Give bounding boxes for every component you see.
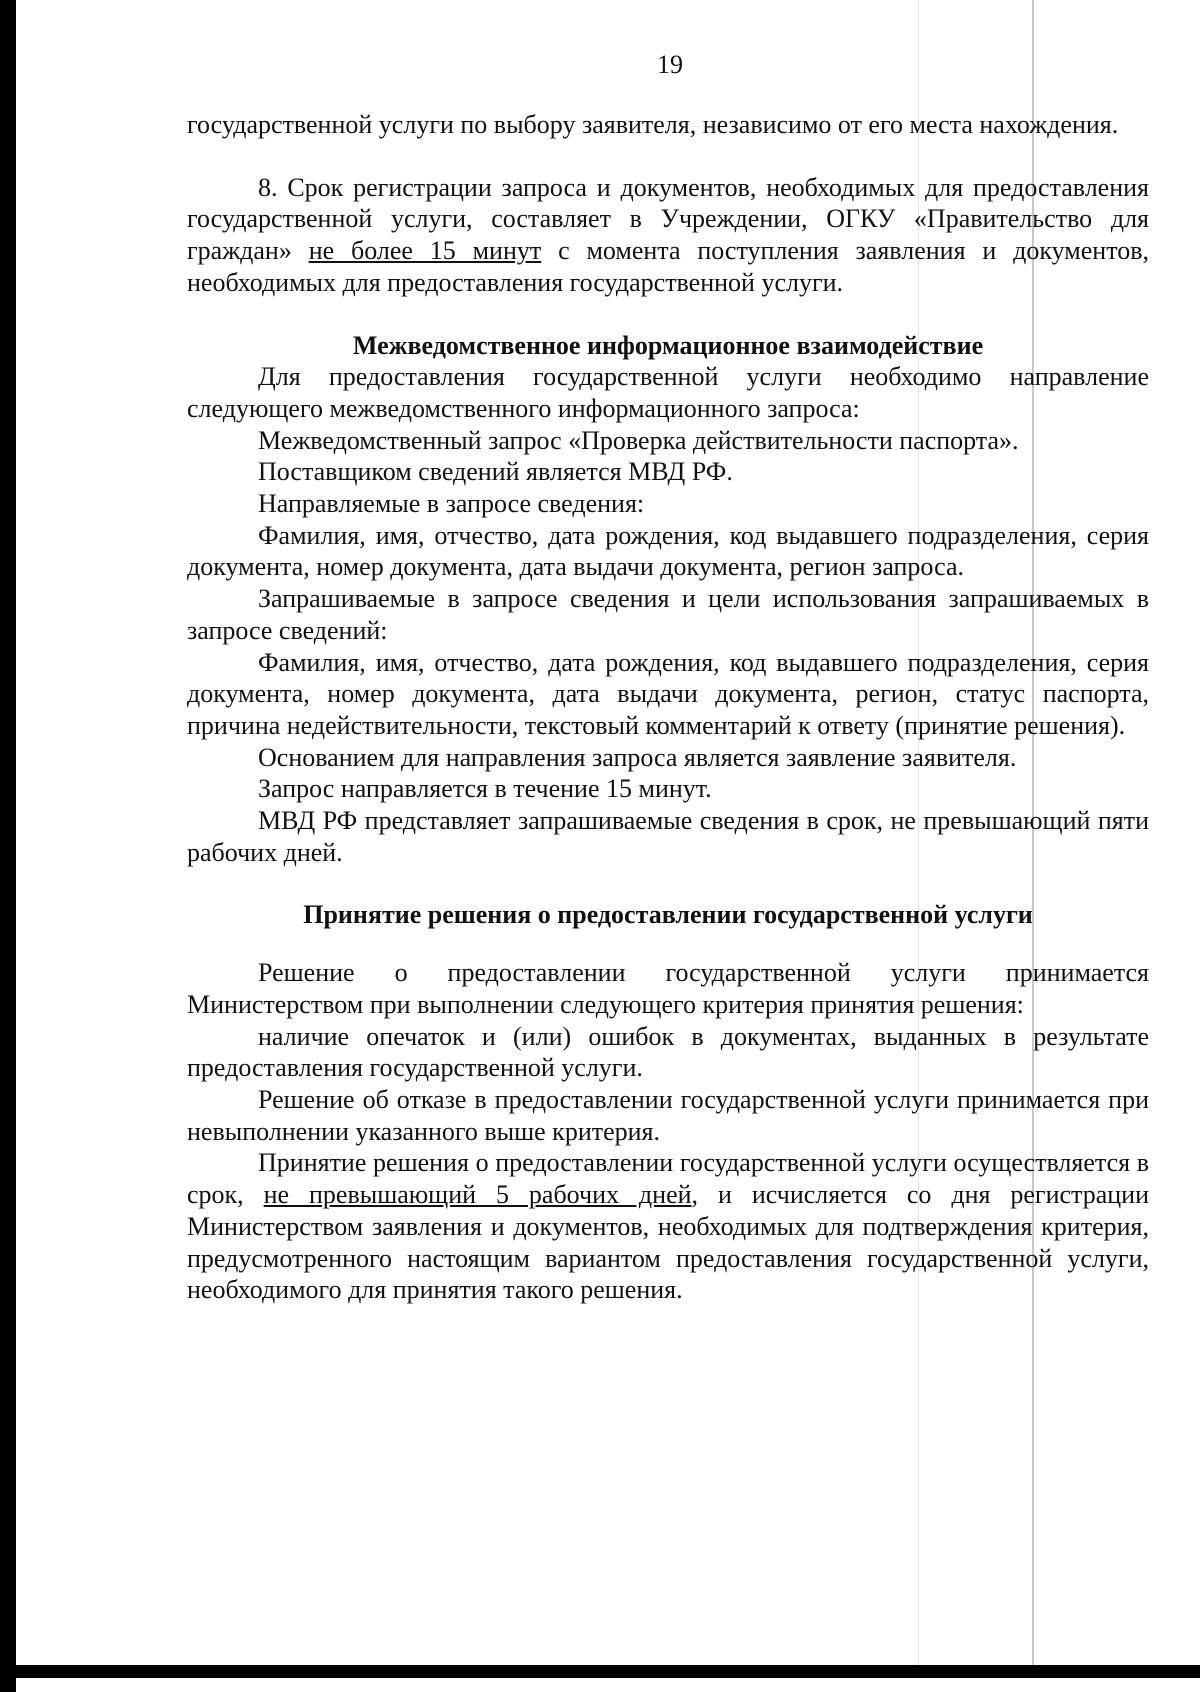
section-heading-decision: Принятие решения о предоставлении государственной услуги bbox=[303, 900, 1033, 930]
underlined-text: не превышающий 5 рабочих дней bbox=[263, 1180, 692, 1210]
paragraph: Решение об отказе в предоставлении государственной услуги принимается при невыполнении указанного выше критерия. bbox=[187, 1084, 1149, 1146]
section-heading-interagency: Межведомственное информационное взаимодействие bbox=[352, 330, 984, 360]
paragraph: Направляемые в запросе сведения: bbox=[258, 489, 645, 519]
text-span: Принятие решения о предоставлении государственной услуги осуществляется в срок, bbox=[187, 1148, 1149, 1210]
text-span: с момента поступления заявления и документов, необходимых для предоставления государственной услуги. bbox=[187, 236, 1149, 297]
paragraph: Поставщиком сведений является МВД РФ. bbox=[258, 457, 733, 487]
text-span: , и исчисляется со дня регистрации Министерством заявления и документов, необходимых для подтверждения критерия, предусмотренного настоящим вариантом предоставления государственной услуги, необходимого для принятия такого решения. bbox=[187, 1180, 1150, 1305]
scan-border-left bbox=[0, 0, 16, 1692]
underlined-text: не более 15 минут bbox=[308, 236, 542, 266]
document-body bbox=[187, 109, 1149, 1306]
paragraph: наличие опечаток и (или) ошибок в документах, выданных в результате предоставления государственной услуги. bbox=[187, 1021, 1149, 1083]
paragraph: Фамилия, имя, отчество, дата рождения, код выдавшего подразделения, серия документа, номер документа, дата выдачи документа, регион запроса. bbox=[187, 520, 1149, 582]
paragraph: МВД РФ представляет запрашиваемые сведения в срок, не превышающий пяти рабочих дней. bbox=[187, 806, 1149, 867]
paragraph: Запрашиваемые в запросе сведения и цели использования запрашиваемых в запросе сведений: bbox=[187, 584, 1149, 645]
paragraph-decision-term bbox=[187, 1147, 1149, 1306]
paragraph: Запрос направляется в течение 15 минут. bbox=[258, 774, 712, 804]
paragraph: Основанием для направления запроса является заявление заявителя. bbox=[258, 742, 1017, 772]
paragraph: Фамилия, имя, отчество, дата рождения, код выдавшего подразделения, серия документа, номер документа, дата выдачи документа, регион, статус паспорта, причина недействительности, текстовый комментарий к ответу (принятие решения). bbox=[187, 647, 1149, 740]
page-number: 19 bbox=[657, 50, 683, 79]
paragraph: Решение о предоставлении государственной услуги принимается Министерством при выполнении следующего критерия принятия решения: bbox=[187, 958, 1149, 1019]
paragraph: Для предоставления государственной услуги необходимо направление следующего межведомственного информационного запроса: bbox=[187, 362, 1149, 423]
paragraph: Межведомственный запрос «Проверка действительности паспорта». bbox=[258, 425, 1019, 455]
paragraph: государственной услуги по выбору заявителя, независимо от его места нахождения. bbox=[187, 110, 1119, 139]
scan-border-bottom bbox=[0, 1665, 1200, 1678]
paragraph-registration-term bbox=[187, 172, 1149, 299]
text-span: 8. Срок регистрации запроса и документов, необходимых для предоставления государственной услуги, составляет в Учреждении, ОГКУ «Правительство для граждан» bbox=[187, 172, 1149, 266]
